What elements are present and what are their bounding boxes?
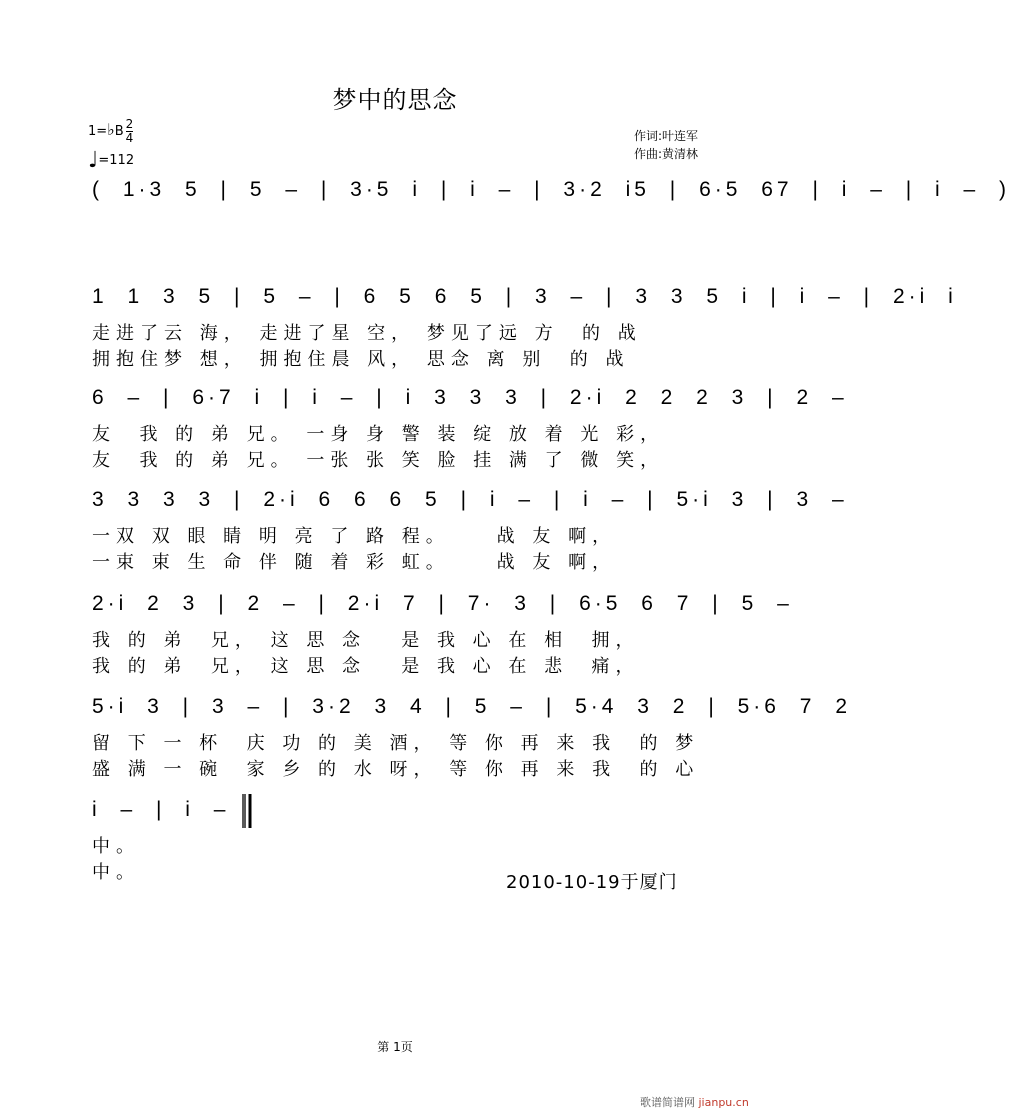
score-line-intro: [80, 178, 1010, 238]
tempo-marking: [88, 148, 134, 173]
notation-row: i – | i –: [92, 798, 230, 821]
watermark-cn: 歌谱简谱网: [640, 1096, 695, 1109]
final-barline: [80, 798, 280, 838]
page-title: 梦中的思念: [332, 86, 458, 114]
lyrics-verse-1: 我 的 弟 兄， 这 思 念 是 我 心 在 相 拥，: [92, 630, 640, 651]
lyrics-verse-1: 一双 双 眼 睛 明 亮 了 路 程。 战 友 啊，: [92, 526, 617, 547]
score-line-2: [80, 386, 848, 471]
time-bottom: 4: [125, 131, 134, 145]
notation-row: 6 – | 6·7 i | i – | i 3 3 3 | 2·i 2 2 2 3 | 2 –: [92, 386, 848, 409]
lyrics-verse-1: 走进了云 海， 走进了星 空， 梦见了远 方 的 战: [92, 323, 642, 344]
notation-row: 2·i 2 3 | 2 – | 2·i 7 | 7· 3 | 6·5 6 7 | 5 –: [92, 592, 793, 615]
key-signature: [88, 118, 133, 145]
notation-row: 3 3 3 3 | 2·i 6 6 6 5 | i – | i – | 5·i 3 | 3 –: [92, 488, 848, 511]
score-line-3: [80, 488, 848, 573]
lyrics-verse-2: 一束 束 生 命 伴 随 着 彩 虹。 战 友 啊，: [92, 552, 617, 573]
score-line-1: [80, 285, 957, 370]
lyrics-verse-1: 留 下 一 杯 庆 功 的 美 酒， 等 你 再 来 我 的 梦: [92, 733, 700, 754]
lyrics-verse-2: 中。: [92, 862, 140, 883]
notation-row: 1 1 3 5 | 5 – | 6 5 6 5 | 3 – | 3 3 5 i | i – | 2·i i: [92, 285, 957, 308]
lyrics-verse-2: 拥抱住梦 想， 拥抱住晨 风， 思念 离 别 的 战: [92, 349, 630, 370]
key-prefix: 1=: [88, 124, 108, 139]
tempo-value: =112: [98, 153, 135, 168]
page-number: 第 1页: [377, 1040, 413, 1054]
score-line-4: [80, 592, 793, 677]
notation-row: 5·i 3 | 3 – | 3·2 3 4 | 5 – | 5·4 3 2 | 5·6 7 2: [92, 695, 851, 718]
quarter-note-icon: ♩: [88, 148, 99, 173]
lyrics-verse-2: 友 我 的 弟 兄。 一张 张 笑 脸 挂 满 了 微 笑，: [92, 450, 665, 471]
time-top: 2: [125, 117, 134, 131]
lyrics-verse-1: 中。: [92, 836, 140, 857]
notation-row: ( 1·3 5 | 5 – | 3·5 i | i – | 3·2 i5 | 6·5 67 | i – | i – ): [92, 178, 1010, 201]
watermark: [640, 1094, 749, 1110]
flat-icon: ♭: [107, 120, 115, 139]
lyrics-verse-1: 友 我 的 弟 兄。 一身 身 警 装 绽 放 着 光 彩，: [92, 424, 665, 445]
watermark-url: jianpu.cn: [698, 1096, 749, 1109]
lyrics-verse-2: 我 的 弟 兄， 这 思 念 是 我 心 在 悲 痛，: [92, 656, 640, 677]
lyricist-credit: 作词:叶连军: [634, 129, 699, 143]
date-location-note: 2010-10-19于厦门: [506, 872, 678, 893]
time-signature: [126, 118, 134, 145]
composer-credit: 作曲:黄清林: [634, 147, 699, 161]
key-tonic: B: [114, 124, 124, 139]
lyrics-verse-2: 盛 满 一 碗 家 乡 的 水 呀， 等 你 再 来 我 的 心: [92, 759, 700, 780]
score-line-5: [80, 695, 851, 780]
